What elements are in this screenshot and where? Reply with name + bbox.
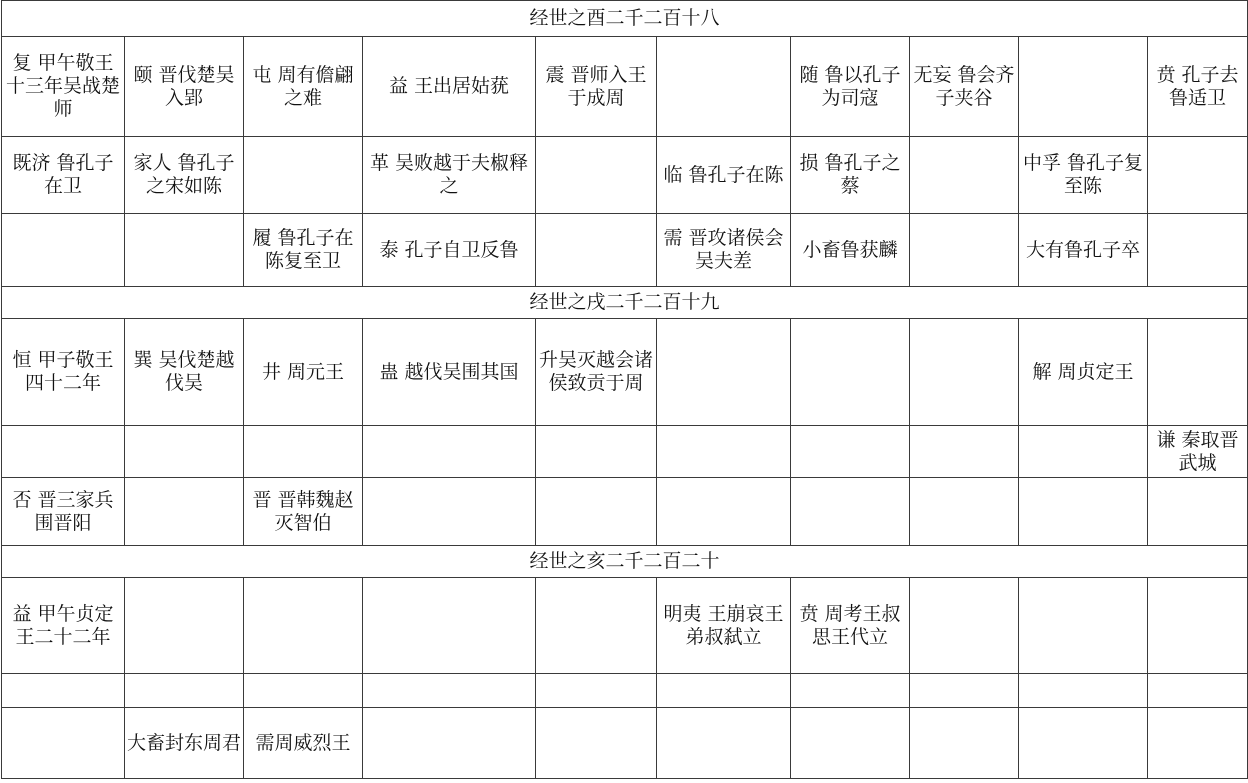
table-cell: 震 晋师入王于成周 (536, 37, 657, 137)
table-cell (536, 674, 657, 708)
table-cell: 屯 周有儋翩之难 (244, 37, 363, 137)
table-cell: 贲 孔子去鲁适卫 (1148, 37, 1248, 137)
table-cell (363, 708, 536, 779)
table-cell: 蛊 越伐吴围其国 (363, 319, 536, 426)
table-cell (536, 578, 657, 674)
table-cell (910, 578, 1019, 674)
table-cell (363, 426, 536, 478)
table-cell: 小畜鲁获麟 (791, 214, 910, 287)
table-cell (1148, 708, 1248, 779)
table-cell (791, 478, 910, 546)
table-cell: 颐 晋伐楚吴入郢 (125, 37, 244, 137)
table-cell (536, 426, 657, 478)
table-cell (125, 478, 244, 546)
table-row (2, 214, 1248, 287)
table-cell (536, 137, 657, 214)
table-cell (1019, 674, 1148, 708)
table-cell (657, 319, 791, 426)
table-cell (244, 137, 363, 214)
table-cell: 家人 鲁孔子之宋如陈 (125, 137, 244, 214)
table-cell: 明夷 王崩哀王弟叔弑立 (657, 578, 791, 674)
table-cell (244, 674, 363, 708)
section-header-row (2, 546, 1248, 578)
table-cell: 谦 秦取晋武城 (1148, 426, 1248, 478)
table-cell: 巽 吴伐楚越伐吴 (125, 319, 244, 426)
table-cell (363, 674, 536, 708)
table-cell (910, 674, 1019, 708)
table-cell: 需周威烈王 (244, 708, 363, 779)
table-cell (1148, 478, 1248, 546)
table-cell (125, 674, 244, 708)
table-cell (910, 319, 1019, 426)
table-cell (791, 674, 910, 708)
table-cell: 大畜封东周君 (125, 708, 244, 779)
table-cell (536, 478, 657, 546)
table-cell: 随 鲁以孔子为司寇 (791, 37, 910, 137)
table-cell: 需 晋攻诸侯会吴夫差 (657, 214, 791, 287)
table-cell (791, 426, 910, 478)
table-row (2, 708, 1248, 779)
table-cell: 复 甲午敬王十三年吴战楚师 (2, 37, 125, 137)
table-cell (244, 578, 363, 674)
table-cell: 井 周元王 (244, 319, 363, 426)
table-cell (2, 214, 125, 287)
table-cell (791, 708, 910, 779)
table-cell: 益 王出居姑莸 (363, 37, 536, 137)
table-cell: 益 甲午贞定王二十二年 (2, 578, 125, 674)
table-cell (1148, 137, 1248, 214)
section-title: 经世之戌二千二百十九 (2, 287, 1248, 319)
table-cell (2, 708, 125, 779)
table-body (2, 1, 1248, 779)
table-cell (536, 708, 657, 779)
section-title: 经世之酉二千二百十八 (2, 1, 1248, 37)
table-row (2, 37, 1248, 137)
table-cell: 恒 甲子敬王四十二年 (2, 319, 125, 426)
table-cell: 革 吴败越于夫椒释之 (363, 137, 536, 214)
table-cell (1019, 37, 1148, 137)
table-cell: 晋 晋韩魏赵灭智伯 (244, 478, 363, 546)
section-header-row (2, 1, 1248, 37)
table-cell: 大有鲁孔子卒 (1019, 214, 1148, 287)
table-row (2, 137, 1248, 214)
table-cell (1148, 319, 1248, 426)
table-cell (125, 214, 244, 287)
table-cell: 否 晋三家兵围晋阳 (2, 478, 125, 546)
table-cell (1019, 708, 1148, 779)
table-cell (657, 708, 791, 779)
table-cell (363, 578, 536, 674)
table-cell (125, 578, 244, 674)
table-cell (657, 426, 791, 478)
table-row (2, 578, 1248, 674)
table-cell: 贲 周考王叔思王代立 (791, 578, 910, 674)
table-cell (1019, 578, 1148, 674)
table-cell (910, 708, 1019, 779)
table-cell (2, 426, 125, 478)
table-cell (1148, 214, 1248, 287)
table-cell (1019, 478, 1148, 546)
table-cell: 损 鲁孔子之蔡 (791, 137, 910, 214)
table-cell: 中孚 鲁孔子复至陈 (1019, 137, 1148, 214)
table-row (2, 319, 1248, 426)
section-title: 经世之亥二千二百二十 (2, 546, 1248, 578)
table-cell (1019, 426, 1148, 478)
table-cell (536, 214, 657, 287)
table-cell: 履 鲁孔子在陈复至卫 (244, 214, 363, 287)
table-cell (910, 478, 1019, 546)
table-cell (1148, 674, 1248, 708)
table-cell (244, 426, 363, 478)
table-cell (1148, 578, 1248, 674)
table-cell: 既济 鲁孔子在卫 (2, 137, 125, 214)
section-header-row (2, 287, 1248, 319)
table-row (2, 478, 1248, 546)
table-cell: 泰 孔子自卫反鲁 (363, 214, 536, 287)
table-cell (2, 674, 125, 708)
table-cell (791, 319, 910, 426)
table-cell: 升吴灭越会诸侯致贡于周 (536, 319, 657, 426)
table-cell: 临 鲁孔子在陈 (657, 137, 791, 214)
hexagram-chronology-table (1, 0, 1248, 779)
table-cell (910, 214, 1019, 287)
table-cell (910, 137, 1019, 214)
table-cell: 解 周贞定王 (1019, 319, 1148, 426)
table-cell (910, 426, 1019, 478)
table-cell (363, 478, 536, 546)
table-cell (657, 478, 791, 546)
table-row (2, 674, 1248, 708)
table-cell (125, 426, 244, 478)
table-cell (657, 37, 791, 137)
table-cell (657, 674, 791, 708)
table-cell: 无妄 鲁会齐子夹谷 (910, 37, 1019, 137)
table-row (2, 426, 1248, 478)
